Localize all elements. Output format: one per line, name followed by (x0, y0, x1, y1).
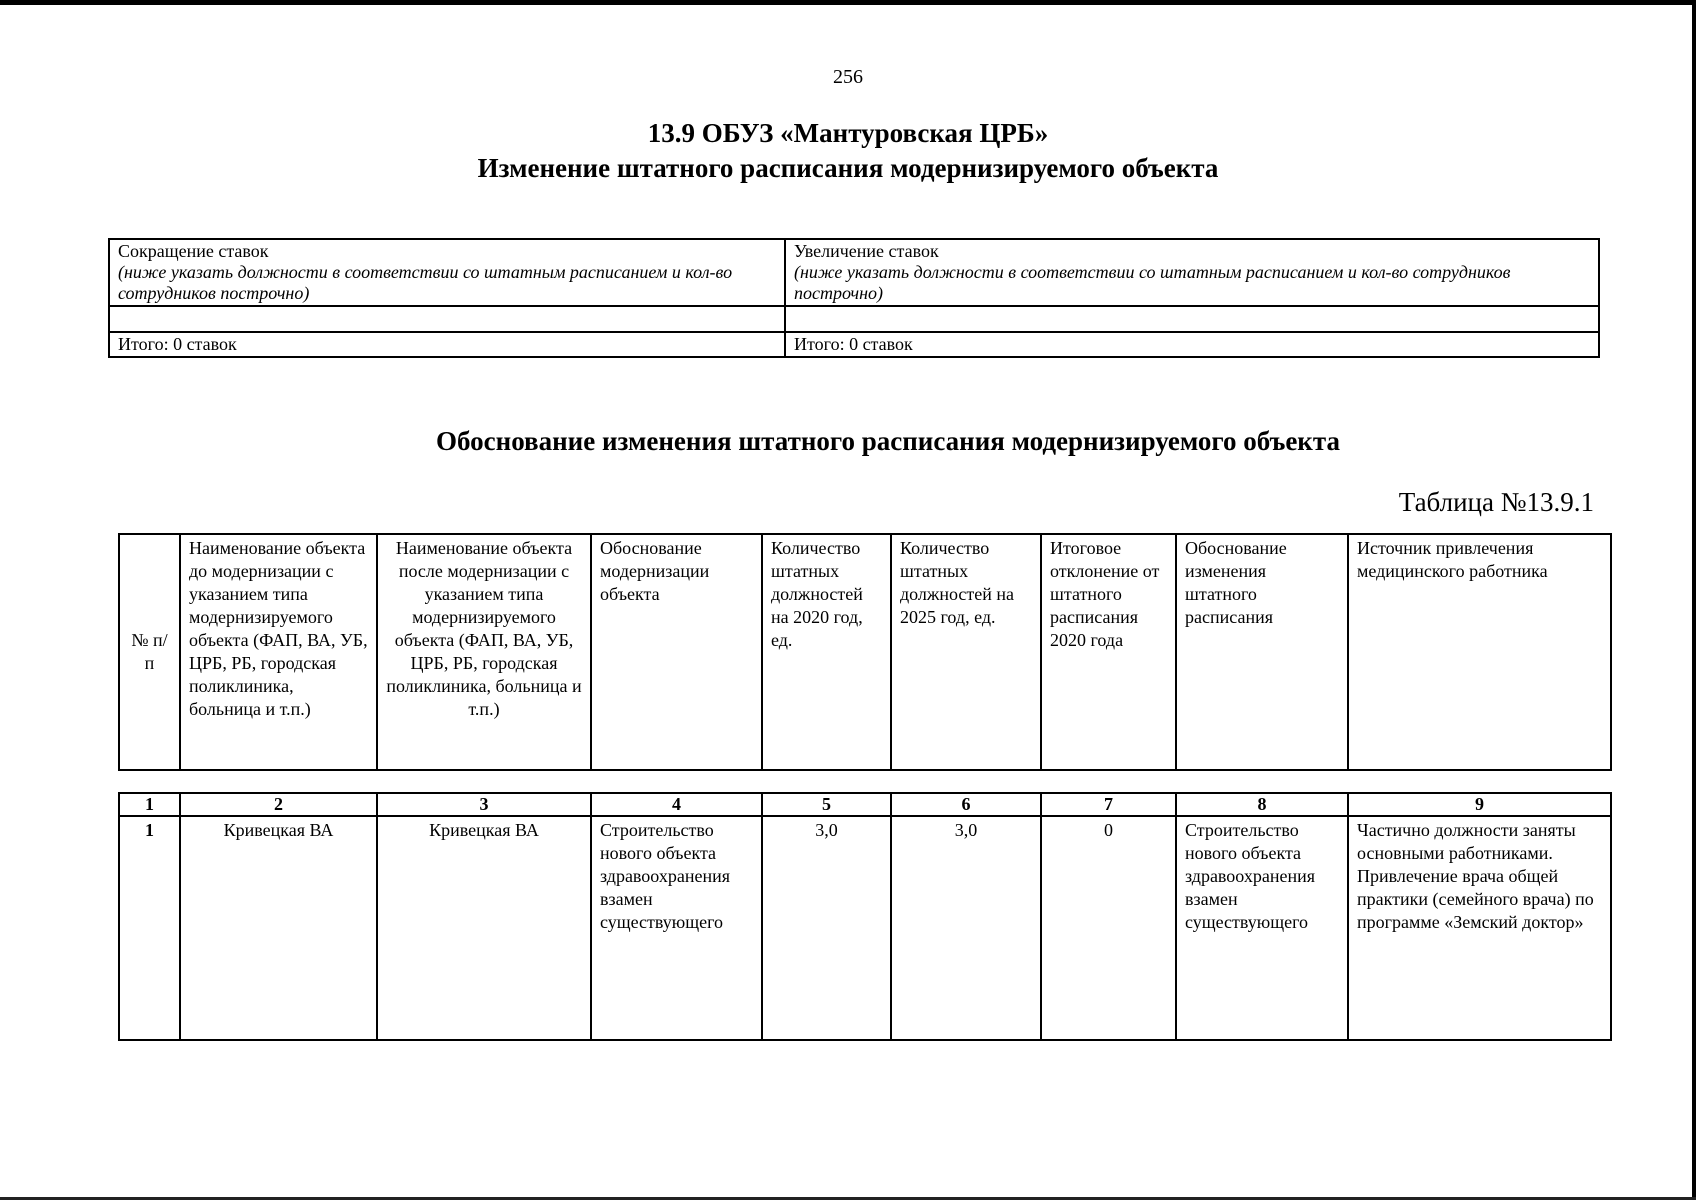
column-number: 7 (1041, 793, 1176, 816)
staff-change-empty-row (109, 306, 1599, 332)
increase-total: Итого: 0 ставок (785, 332, 1599, 357)
document-subtitle: Изменение штатного расписания модернизируемого объекта (477, 153, 1219, 183)
staff-2025: 3,0 (891, 816, 1041, 1040)
page-number: 256 (833, 66, 863, 88)
reduction-empty-cell (109, 306, 785, 332)
modernization-reason: Строительство нового объекта здравоохранения взамен существующего (591, 816, 762, 1040)
row-number: 1 (119, 816, 180, 1040)
column-header-number: № п/п (119, 534, 180, 770)
column-header-object-after: Наименование объекта после модернизации с указанием типа модернизируемого объекта (ФАП, ВА, УБ, ЦРБ, РБ, городская поликлиника, больница и т.п.) (377, 534, 591, 770)
object-before: Кривецкая ВА (180, 816, 377, 1040)
column-header-change-reason: Обоснование изменения штатного расписания (1176, 534, 1348, 770)
table-caption: Таблица №13.9.1 (1398, 487, 1594, 517)
deviation: 0 (1041, 816, 1176, 1040)
justification-data-table (118, 792, 1612, 1041)
object-after: Кривецкая ВА (377, 816, 591, 1040)
column-header-modernization-reason: Обоснование модернизации объекта (591, 534, 762, 770)
reduction-total: Итого: 0 ставок (109, 332, 785, 357)
column-header-staff-2020: Количество штатных должностей на 2020 год, ед. (762, 534, 891, 770)
column-number: 3 (377, 793, 591, 816)
column-number: 8 (1176, 793, 1348, 816)
increase-hint: (ниже указать должности в соответствии со штатным расписанием и кол-во сотрудников построчно) (794, 262, 1511, 303)
change-reason: Строительство нового объекта здравоохранения взамен существующего (1176, 816, 1348, 1040)
column-number: 9 (1348, 793, 1611, 816)
column-number: 6 (891, 793, 1041, 816)
table-row (119, 816, 1611, 1040)
staff-source: Частично должности заняты основными работниками. Привлечение врача общей практики (семейного врача) по программе «Земский доктор» (1348, 816, 1611, 1040)
increase-header-cell (785, 239, 1599, 306)
increase-empty-cell (785, 306, 1599, 332)
justification-header-table (118, 533, 1612, 771)
justification-title: Обоснование изменения штатного расписания модернизируемого объекта (436, 426, 1340, 456)
staff-2020: 3,0 (762, 816, 891, 1040)
staff-change-total-row (109, 332, 1599, 357)
column-header-object-before: Наименование объекта до модернизации с указанием типа модернизируемого объекта (ФАП, ВА, УБ, ЦРБ, РБ, городская поликлиника, больница и т.п.) (180, 534, 377, 770)
column-number: 1 (119, 793, 180, 816)
staff-change-table (108, 238, 1600, 358)
column-number: 4 (591, 793, 762, 816)
scan-border-top (0, 0, 1696, 5)
column-header-row (119, 534, 1611, 770)
staff-change-header-row (109, 239, 1599, 306)
reduction-hint: (ниже указать должности в соответствии со штатным расписанием и кол-во сотрудников построчно) (118, 262, 733, 303)
column-header-source: Источник привлечения медицинского работника (1348, 534, 1611, 770)
reduction-header-cell (109, 239, 785, 306)
document-title: 13.9 ОБУЗ «Мантуровская ЦРБ» (647, 118, 1049, 148)
column-number-row (119, 793, 1611, 816)
column-header-staff-2025: Количество штатных должностей на 2025 год, ед. (891, 534, 1041, 770)
increase-label: Увеличение ставок (794, 241, 939, 261)
column-header-deviation: Итоговое отклонение от штатного расписания 2020 года (1041, 534, 1176, 770)
column-number: 2 (180, 793, 377, 816)
column-number: 5 (762, 793, 891, 816)
reduction-label: Сокращение ставок (118, 241, 269, 261)
